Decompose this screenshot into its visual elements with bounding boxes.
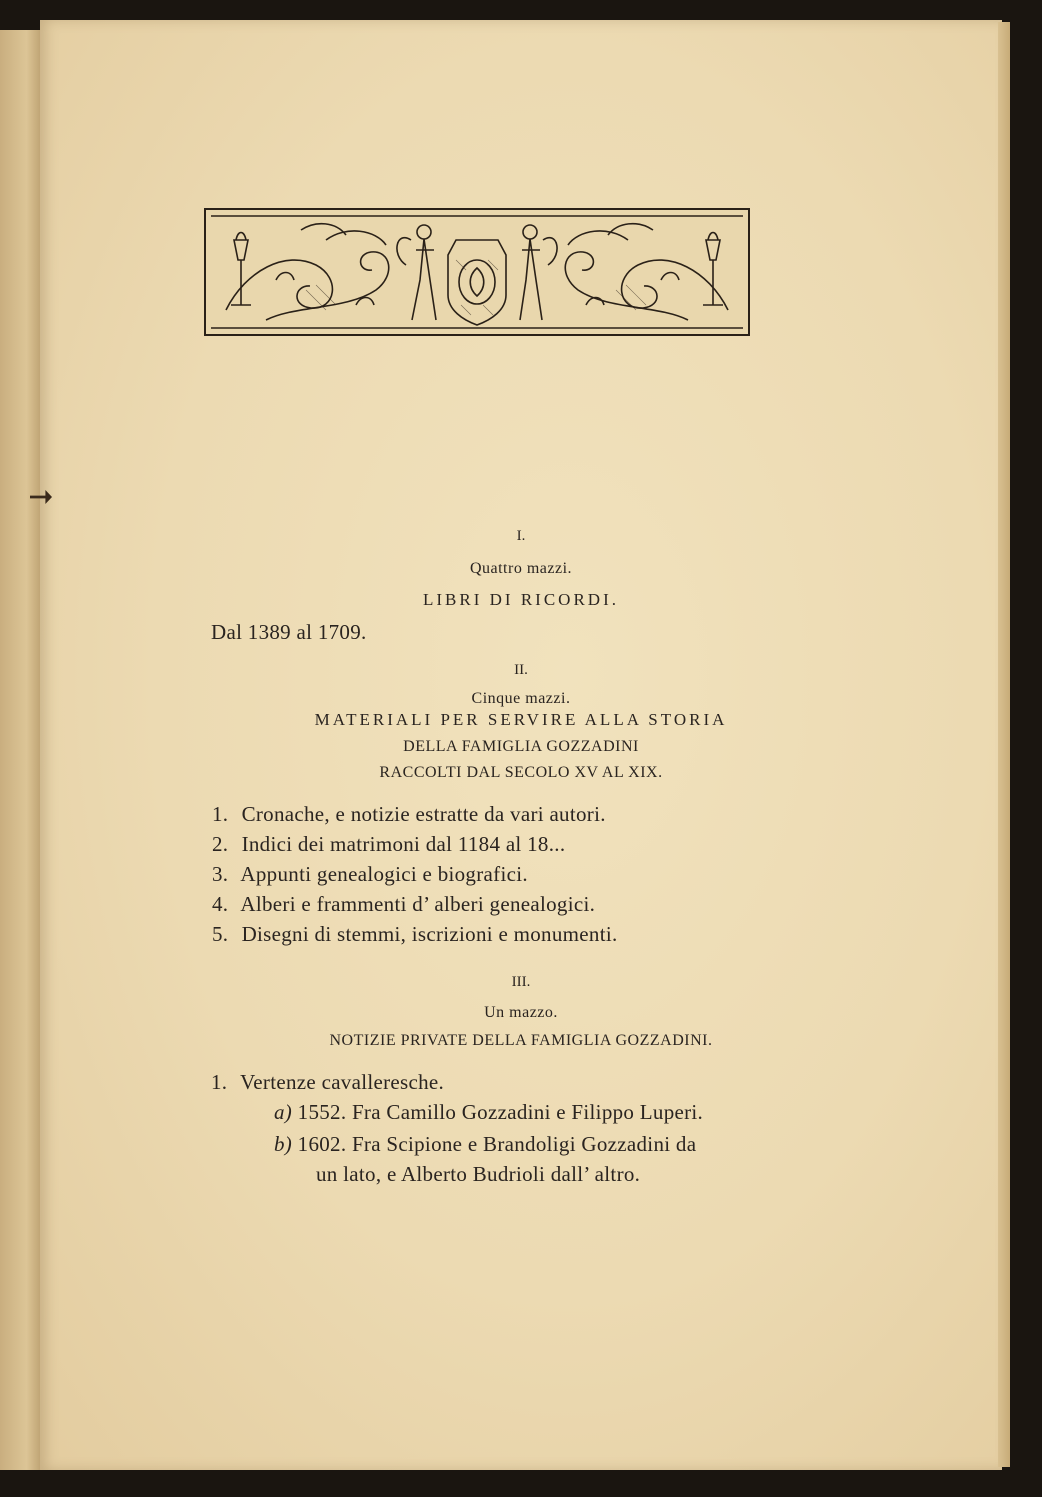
list-item-number: 4. — [212, 892, 229, 916]
book-page — [40, 20, 1002, 1470]
sub-item-letter: a) — [274, 1100, 293, 1124]
list-item-number: 2. — [212, 832, 229, 856]
sub-item-text: 1552. Fra Camillo Gozzadini e Filippo Luperi. — [297, 1100, 704, 1124]
list-item-text: Cronache, e notizie estratte da vari autori. — [241, 802, 606, 826]
section-count-1: Quattro mazzi. — [469, 560, 573, 577]
list-item — [212, 802, 606, 827]
list-item-text: Alberi e frammenti d’ alberi genealogici. — [240, 892, 596, 916]
section-number-3: III. — [511, 974, 531, 990]
list-item — [212, 862, 528, 887]
ornament-headpiece — [204, 208, 750, 336]
left-page-edge — [0, 30, 44, 1470]
section-number-1: I. — [516, 528, 526, 544]
sub-item — [274, 1132, 696, 1157]
section-title-2-line-3: RACCOLTI DAL SECOLO XV AL XIX. — [379, 764, 663, 781]
list-item-text: Appunti genealogici e biografici. — [240, 862, 528, 886]
list-item — [212, 892, 595, 917]
right-page-edge — [998, 22, 1010, 1467]
section-title-2-line-1: MATERIALI PER SERVIRE ALLA STORIA — [314, 710, 728, 729]
section-title-1: LIBRI DI RICORDI. — [423, 590, 619, 609]
section-number-2: II. — [514, 662, 528, 678]
list-item-number: 1. — [212, 802, 229, 826]
list-item — [212, 832, 565, 857]
sub-item-letter: b) — [274, 1132, 293, 1156]
sub-item-text: 1602. Fra Scipione e Brandoligi Gozzadini da — [297, 1132, 697, 1156]
section-title-3: NOTIZIE PRIVATE DELLA FAMIGLIA GOZZADINI. — [329, 1032, 713, 1049]
sub-item-continuation: un lato, e Alberto Budrioli dall’ altro. — [316, 1162, 641, 1186]
section-count-3: Un mazzo. — [484, 1004, 558, 1021]
list-item-number: 1. — [211, 1070, 228, 1094]
list-item — [211, 1070, 444, 1095]
section-count-2: Cinque mazzi. — [471, 690, 571, 707]
list-item-number: 3. — [212, 862, 229, 886]
sub-item — [274, 1100, 703, 1125]
list-item-text: Disegni di stemmi, iscrizioni e monumenti. — [241, 922, 618, 946]
list-item-text: Indici dei matrimoni dal 1184 al 18... — [241, 832, 566, 856]
section-title-2-line-2: DELLA FAMIGLIA GOZZADINI — [403, 738, 639, 755]
ornament-engraving — [206, 210, 748, 334]
list-item-text: Vertenze cavalleresche. — [240, 1070, 445, 1094]
list-item-number: 5. — [212, 922, 229, 946]
list-item — [212, 922, 618, 947]
section-range-1: Dal 1389 al 1709. — [211, 620, 367, 644]
